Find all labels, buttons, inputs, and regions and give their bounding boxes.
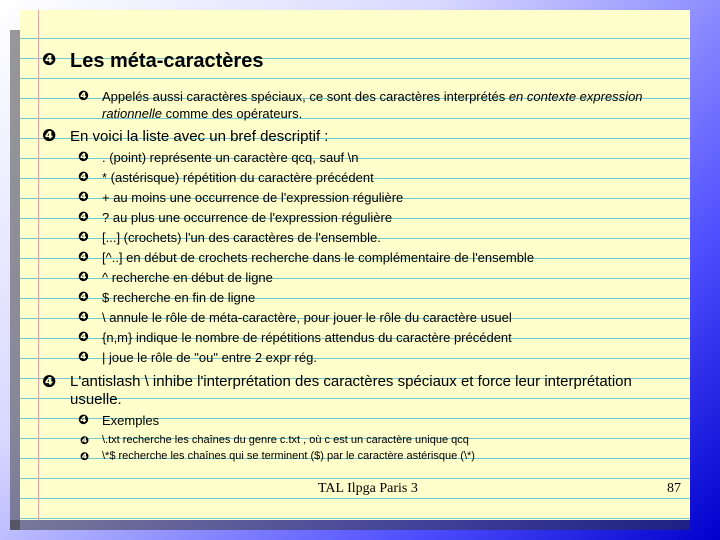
intro-line-2	[102, 106, 302, 121]
antislash-bullet-icon: ❹	[42, 372, 57, 392]
list-item-braces: {n,m} indique le nombre de répétitions attendus du caractère précédent	[102, 330, 512, 345]
example-item-txt: \.txt recherche les chaînes du genre c.txt , où c est un caractère unique qcq	[102, 434, 469, 446]
list-item-dollar: $ recherche en fin de ligne	[102, 290, 256, 305]
list-bullet-icon: ❹	[78, 210, 90, 225]
intro-text: Appelés aussi caractères spéciaux, ce sont des caractères interprétés	[102, 89, 509, 104]
list-item-caret: ^ recherche en début de ligne	[102, 270, 273, 285]
list-heading-bullet-icon: ❹	[42, 126, 57, 146]
list-item-point: . (point) représente un caractère qcq, sauf \n	[102, 150, 359, 165]
title-bullet-icon: ❹	[42, 50, 57, 70]
slide-shadow-left	[10, 30, 20, 530]
list-bullet-icon: ❹	[78, 270, 90, 285]
example-bullet-icon: ❹	[80, 434, 90, 447]
list-item-negated-brackets: [^..] en début de crochets recherche dans le complémentaire de l'ensemble	[102, 250, 535, 265]
intro-text-2: comme des opérateurs.	[162, 106, 303, 121]
list-bullet-icon: ❹	[78, 150, 90, 165]
list-item-brackets: [...] (crochets) l'un des caractères de l'ensemble.	[102, 230, 381, 245]
list-bullet-icon: ❹	[78, 190, 90, 205]
footer-course: TAL Ilpga Paris 3	[318, 481, 418, 496]
list-bullet-icon: ❹	[78, 230, 90, 245]
list-item-backslash: \ annule le rôle de méta-caractère, pour jouer le rôle du caractère usuel	[102, 310, 512, 325]
examples-heading: Exemples	[102, 413, 160, 428]
list-bullet-icon: ❹	[78, 250, 90, 265]
slide-title: Les méta-caractères	[70, 50, 264, 72]
list-item-question: ? au plus une occurrence de l'expression régulière	[102, 210, 393, 225]
intro-italic-1: en contexte expression	[508, 89, 643, 104]
footer-page-number: 87	[667, 481, 681, 496]
intro-italic-2: rationnelle	[102, 106, 162, 121]
list-item-pipe: | joue le rôle de "ou" entre 2 expr rég.	[102, 350, 317, 365]
list-bullet-icon: ❹	[78, 170, 90, 185]
antislash-line-2: usuelle.	[70, 391, 122, 408]
intro-bullet-icon: ❹	[78, 89, 90, 104]
slide-shadow-bottom	[10, 520, 690, 530]
examples-bullet-icon: ❹	[78, 413, 90, 428]
list-heading: En voici la liste avec un bref descriptif :	[70, 128, 329, 145]
list-bullet-icon: ❹	[78, 350, 90, 365]
example-item-asterisk: \*$ recherche les chaînes qui se terminent ($) par le caractère astérisque (\*)	[102, 450, 475, 462]
example-bullet-icon: ❹	[80, 450, 90, 463]
intro-line-1	[102, 89, 643, 104]
list-item-plus: + au moins une occurrence de l'expression régulière	[102, 190, 404, 205]
list-bullet-icon: ❹	[78, 290, 90, 305]
slide	[20, 10, 690, 520]
list-bullet-icon: ❹	[78, 310, 90, 325]
antislash-line-1: L'antislash \ inhibe l'interprétation des caractères spéciaux et force leur interprétation	[70, 373, 632, 390]
list-item-asterisk: * (astérisque) répétition du caractère précédent	[102, 170, 374, 185]
list-bullet-icon: ❹	[78, 330, 90, 345]
